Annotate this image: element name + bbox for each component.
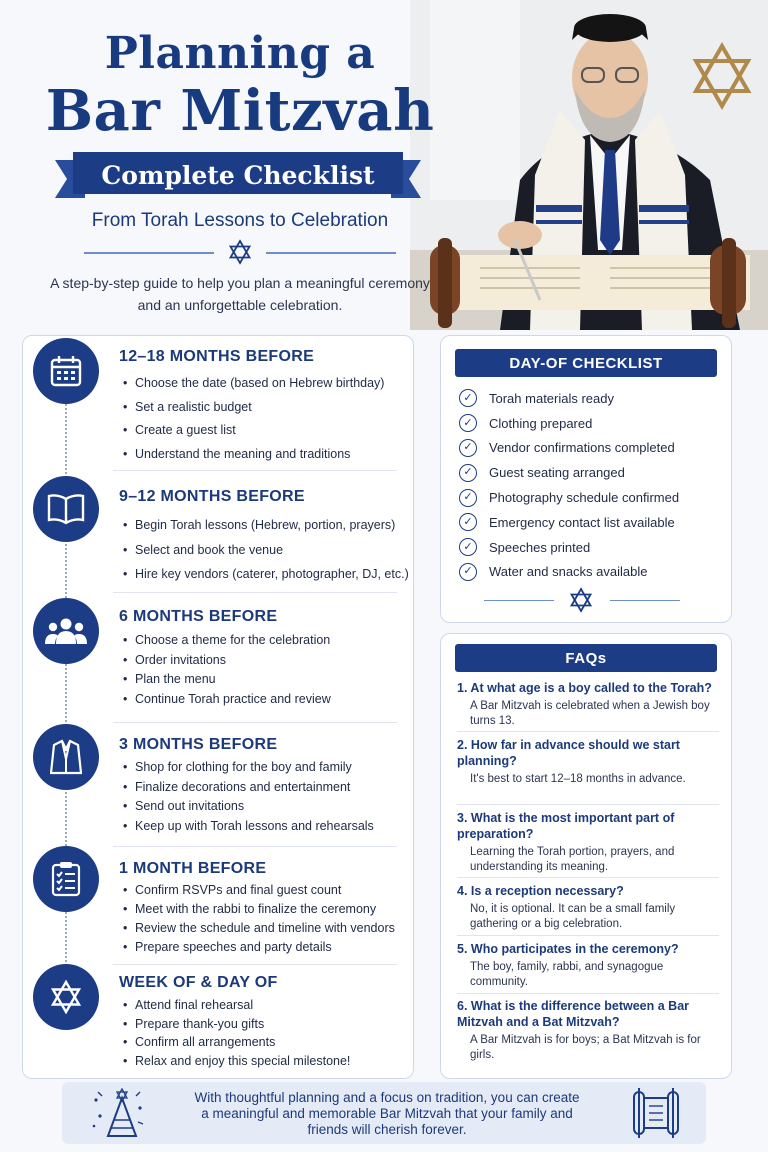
torah-scroll-icon [628, 1086, 684, 1140]
checklist-item [459, 485, 679, 510]
faq-item [457, 883, 719, 932]
faq-title: FAQs [455, 644, 717, 672]
stage-title: 1 MONTH BEFORE [119, 860, 267, 877]
faq-answer: A Bar Mitzvah is celebrated when a Jewish boy turns 13. [470, 700, 710, 727]
check-circle-icon: ✓ [459, 389, 477, 407]
day-of-checklist-panel [440, 335, 732, 623]
stage-items [123, 881, 413, 957]
list-item: • Send out invitations [123, 797, 413, 817]
faq-separator [457, 804, 719, 805]
stage-title: 9–12 MONTHS BEFORE [119, 488, 305, 505]
list-item: • Continue Torah practice and review [123, 690, 413, 710]
checklist-item-label: Emergency contact list available [489, 514, 675, 530]
title-line-1: Planning a [104, 28, 376, 79]
faq-item [457, 737, 719, 787]
faq-item [457, 941, 719, 990]
list-item: • Understand the meaning and traditions [123, 443, 413, 467]
stage-separator [113, 722, 397, 723]
stage-items [123, 758, 413, 836]
list-item: • Finalize decorations and entertainment [123, 778, 413, 798]
faq-question: 5. Who participates in the ceremony? [457, 942, 679, 956]
list-item: • Set a realistic budget [123, 396, 413, 420]
checklist-item-label: Photography schedule confirmed [489, 490, 680, 506]
timeline-panel [22, 335, 414, 1079]
people-icon [33, 598, 99, 664]
checklist-item-label: Vendor confirmations completed [489, 440, 675, 456]
party-hat-icon [88, 1086, 144, 1140]
checklist-item-label: Speeches printed [489, 539, 591, 555]
list-item: • Attend final rehearsal [123, 996, 413, 1015]
checklist-item-label: Torah materials ready [489, 390, 614, 406]
divider-right [610, 600, 680, 601]
clipboard-icon [33, 846, 99, 912]
checklist-item [459, 411, 679, 436]
footer-message: With thoughtful planning and a focus on tradition, you can create a meaningful and memorable Bar Mitzvah that your family and friends will cherish forever. [194, 1090, 580, 1137]
list-item: • Prepare thank-you gifts [123, 1015, 413, 1034]
faq-item [457, 680, 719, 729]
list-item: • Confirm RSVPs and final guest count [123, 881, 413, 900]
list-item: • Begin Torah lessons (Hebrew, portion, prayers) [123, 513, 413, 538]
divider-left [484, 600, 554, 601]
list-item: • Confirm all arrangements [123, 1033, 413, 1052]
checklist-item [459, 560, 679, 585]
checklist-item-label: Guest seating arranged [489, 465, 625, 481]
intro-text: A step-by-step guide to help you plan a meaningful ceremony and an unforgettable celebration. [50, 275, 430, 313]
faq-separator [457, 993, 719, 994]
faq-question: 2. How far in advance should we start planning? [457, 738, 680, 768]
check-circle-icon: ✓ [459, 563, 477, 581]
checklist-item [459, 460, 679, 485]
stage-separator [113, 470, 397, 471]
header [0, 0, 768, 330]
check-circle-icon: ✓ [459, 414, 477, 432]
check-circle-icon: ✓ [459, 513, 477, 531]
checklist-item-label: Water and snacks available [489, 564, 648, 580]
faq-answer: Learning the Torah portion, prayers, and understanding its meaning. [470, 846, 675, 873]
faq-separator [457, 731, 719, 732]
faq-question: 6. What is the difference between a Bar Mitzvah and a Bat Mitzvah? [457, 999, 690, 1029]
list-item: • Select and book the venue [123, 538, 413, 563]
faq-separator [457, 935, 719, 936]
faq-answer: It's best to start 12–18 months in advance. [470, 773, 686, 785]
stage-title: WEEK OF & DAY OF [119, 974, 278, 991]
divider-right [266, 252, 396, 254]
stage-title: 3 MONTHS BEFORE [119, 736, 278, 753]
faq-question: 4. Is a reception necessary? [457, 884, 624, 898]
faq-item [457, 998, 719, 1063]
faq-question: 3. What is the most important part of preparation? [457, 811, 675, 841]
stage-separator [113, 964, 397, 965]
check-circle-icon: ✓ [459, 489, 477, 507]
stage-items [123, 996, 413, 1070]
faq-answer: No, it is optional. It can be a small family gathering or a big celebration. [470, 903, 676, 930]
stage-separator [113, 846, 397, 847]
stage-items [123, 372, 413, 466]
suit-icon [33, 724, 99, 790]
check-circle-icon: ✓ [459, 538, 477, 556]
divider-left [84, 252, 214, 254]
list-item: • Relax and enjoy this special milestone! [123, 1052, 413, 1071]
checklist-item [459, 386, 679, 411]
list-item: • Prepare speeches and party details [123, 938, 413, 957]
star-of-david-icon [567, 586, 595, 614]
faq-panel [440, 633, 732, 1079]
list-item: • Keep up with Torah lessons and rehearsals [123, 817, 413, 837]
faq-item [457, 810, 719, 875]
list-item: • Shop for clothing for the boy and family [123, 758, 413, 778]
list-item: • Order invitations [123, 651, 413, 671]
list-item: • Hire key vendors (caterer, photographer, DJ, etc.) [123, 562, 413, 587]
stage-separator [113, 592, 397, 593]
star-of-david-icon [33, 964, 99, 1030]
footer-banner [62, 1082, 706, 1144]
list-item: • Choose a theme for the celebration [123, 631, 413, 651]
list-item: • Create a guest list [123, 419, 413, 443]
book-icon [33, 476, 99, 542]
stage-title: 6 MONTHS BEFORE [119, 608, 278, 625]
star-of-david-icon [226, 238, 254, 266]
stage-items [123, 513, 413, 587]
list-item: • Review the schedule and timeline with vendors [123, 919, 413, 938]
list-item: • Choose the date (based on Hebrew birthday) [123, 372, 413, 396]
title-line-2: Bar Mitzvah [45, 78, 435, 144]
stage-title: 12–18 MONTHS BEFORE [119, 348, 315, 365]
stage-items [123, 631, 413, 709]
faq-answer: The boy, family, rabbi, and synagogue community. [470, 961, 664, 988]
list-item: • Meet with the rabbi to finalize the ceremony [123, 900, 413, 919]
day-of-checklist-title: DAY-OF CHECKLIST [455, 349, 717, 377]
ribbon-title: Complete Checklist [101, 160, 375, 190]
calendar-icon [33, 338, 99, 404]
subtitle: From Torah Lessons to Celebration [91, 210, 389, 231]
checklist-item-label: Clothing prepared [489, 415, 593, 431]
checklist [459, 386, 679, 584]
faq-separator [457, 877, 719, 878]
faq-question: 1. At what age is a boy called to the Torah? [457, 681, 712, 695]
checklist-item [459, 436, 679, 461]
check-circle-icon: ✓ [459, 464, 477, 482]
check-circle-icon: ✓ [459, 439, 477, 457]
list-item: • Plan the menu [123, 670, 413, 690]
faq-answer: A Bar Mitzvah is for boys; a Bat Mitzvah is for girls. [470, 1034, 701, 1061]
checklist-item [459, 510, 679, 535]
checklist-item [459, 535, 679, 560]
